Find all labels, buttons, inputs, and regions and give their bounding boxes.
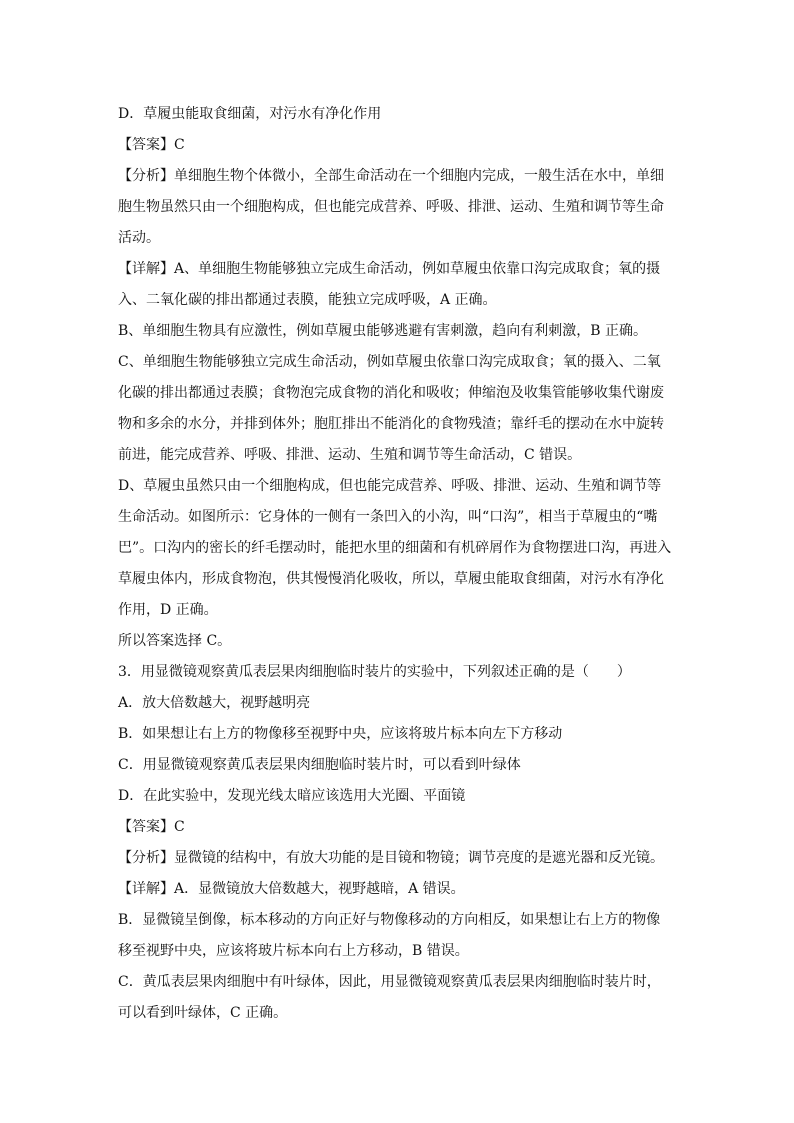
text-line: D．在此实验中，发现光线太暗应该选用大光圈、平面镜 [118,788,466,804]
text-line: B．如果想让右上方的物像移至视野中央，应该将玻片标本向左下方移动 [118,726,563,742]
text-line: D．草履虫能取食细菌，对污水有净化作用 [118,106,382,122]
text-line: 物和多余的水分，并排到体外；胞肛排出不能消化的食物残渣；靠纤毛的摆动在水中旋转 [118,416,664,432]
text-line: 【答案】C [118,819,185,835]
text-line: B、单细胞生物具有应激性，例如草履虫能够逃避有害刺激，趋向有利刺激，B 正确。 [118,323,648,339]
text-line: B．显微镜呈倒像，标本移动的方向正好与物像移动的方向相反，如果想让右上方的物像 [118,912,661,928]
text-line: 所以答案选择 C。 [118,633,232,649]
text-line: A．放大倍数越大，视野越明亮 [118,695,311,711]
text-line: 【分析】显微镜的结构中，有放大功能的是目镜和物镜；调节亮度的是遮光器和反光镜。 [118,850,664,866]
text-line: 生命活动。如图所示：它身体的一侧有一条凹入的小沟，叫“口沟”，相当于草履虫的“嘴 [118,509,658,525]
text-line: 前进，能完成营养、呼吸、排泄、运动、生殖和调节等生命活动，C 错误。 [118,447,582,463]
text-line: 可以看到叶绿体，C 正确。 [118,1005,288,1021]
text-line: 作用，D 正确。 [118,602,218,618]
text-line: 3．用显微镜观察黄瓜表层果肉细胞临时装片的实验中，下列叙述正确的是（ ） [118,664,631,680]
text-line: 草履虫体内，形成食物泡，供其慢慢消化吸收，所以，草履虫能取食细菌，对污水有净化 [118,571,664,587]
text-line: 活动。 [118,230,160,246]
text-line: 巴”。口沟内的密长的纤毛摆动时，能把水里的细菌和有机碎屑作为食物摆进口沟，再进入 [118,540,672,556]
text-line: 胞生物虽然只由一个细胞构成，但也能完成营养、呼吸、排泄、运动、生殖和调节等生命 [118,199,664,215]
text-line: C、单细胞生物能够独立完成生命活动，例如草履虫依靠口沟完成取食；氧的摄入、二氧 [118,354,661,370]
text-line: 【答案】C [118,137,185,153]
text-line: 【分析】单细胞生物个体微小，全部生命活动在一个细胞内完成，一般生活在水中，单细 [118,168,664,184]
document-body [118,99,678,1029]
text-line: 【详解】A．显微镜放大倍数越大，视野越暗，A 错误。 [118,881,465,897]
text-line: 化碳的排出都通过表膜；食物泡完成食物的消化和吸收；伸缩泡及收集管能够收集代谢废 [118,385,664,401]
text-line: C．用显微镜观察黄瓜表层果肉细胞临时装片时，可以看到叶绿体 [118,757,521,773]
text-line: 移至视野中央，应该将玻片标本向右上方移动，B 错误。 [118,943,469,959]
text-line: 【详解】A、单细胞生物能够独立完成生命活动，例如草履虫依靠口沟完成取食；氧的摄 [118,261,661,277]
text-line: 入、二氧化碳的排出都通过表膜，能独立完成呼吸，A 正确。 [118,292,497,308]
text-line: C．黄瓜表层果肉细胞中有叶绿体，因此，用显微镜观察黄瓜表层果肉细胞临时装片时， [118,974,661,990]
text-line: D、草履虫虽然只由一个细胞构成，但也能完成营养、呼吸、排泄、运动、生殖和调节等 [118,478,662,494]
